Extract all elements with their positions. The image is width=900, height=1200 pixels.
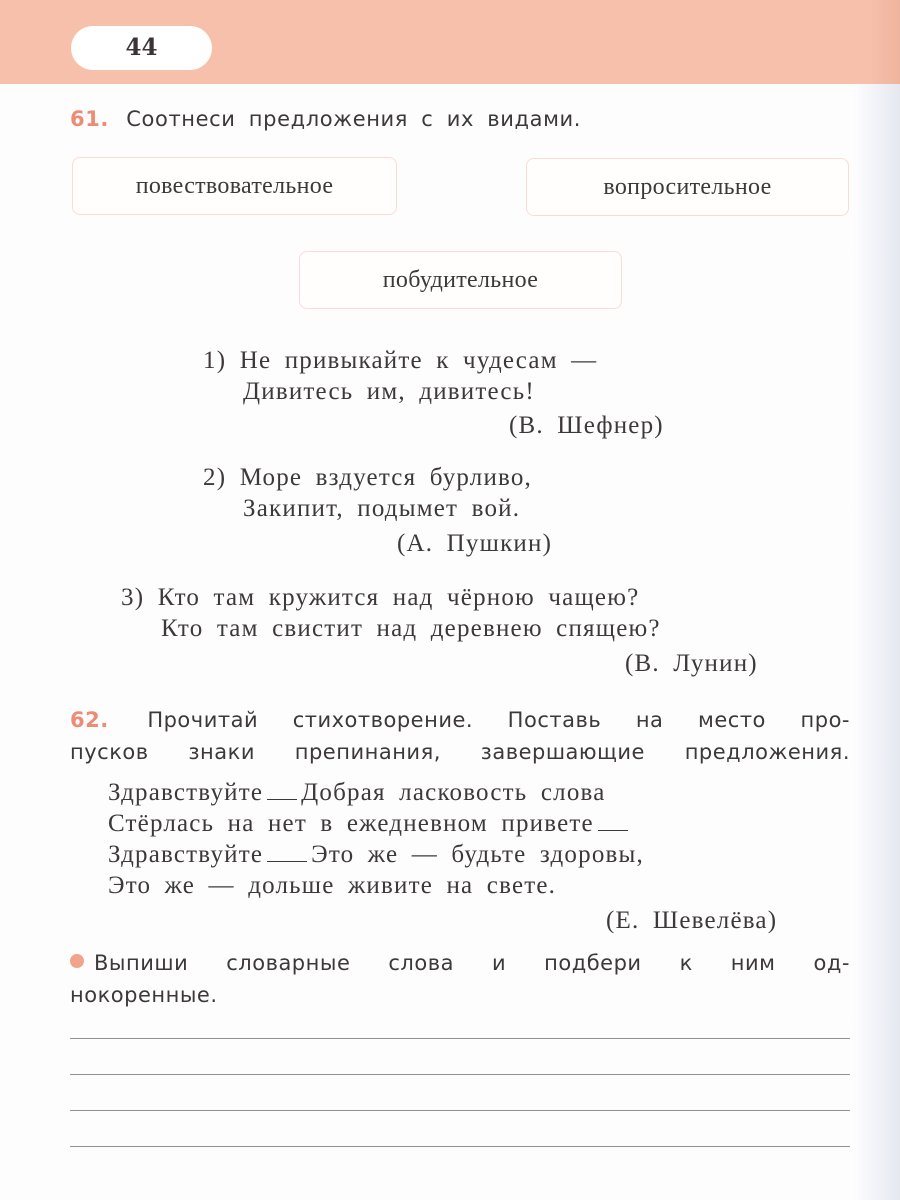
subtask-text: нокоренные. [70,983,218,1007]
exercise-62-heading [70,704,850,768]
poem-text: Здравствуйте [108,841,264,868]
sentence-item-1 [203,345,597,407]
sentence-item-3 [121,582,661,644]
page-edge-shade [854,84,900,1200]
author-credit: (А. Пушкин) [397,530,553,557]
sentence-type-imperative[interactable] [299,251,622,309]
exercise-number: 62. [70,708,109,732]
answer-line-3[interactable] [70,1110,850,1111]
subtask [70,947,850,1011]
sentence-type-narrative[interactable] [72,157,397,215]
page-header-band [0,0,900,84]
sentence-type-interrogative[interactable] [526,158,849,216]
poem-line-3 [108,839,644,870]
answer-line-4[interactable] [70,1146,850,1147]
poem-line: Закипит, подымет вой. [243,495,521,522]
exercise-instruction: Прочитай стихотворение. Поставь на место про- [147,708,850,732]
author-credit: (В. Лунин) [625,650,758,677]
punctuation-blank[interactable] [267,781,297,800]
bullet-dot-icon [70,954,84,968]
punctuation-blank[interactable] [267,843,307,862]
sentence-type-label: вопросительное [603,173,772,200]
exercise-instruction: пусков знаки препинания, завершающие предложения. [70,740,850,764]
author-credit: (В. Шефнер) [509,412,664,439]
sentence-type-label: побудительное [382,266,539,293]
poem-line-4 [108,870,644,901]
answer-line-2[interactable] [70,1074,850,1075]
author-credit: (Е. Шевелёва) [606,907,778,934]
item-marker: 1) [203,347,227,374]
poem-text: Добрая ласковость слова [301,779,606,806]
sentence-item-2 [203,462,532,524]
poem-line-2 [108,808,644,839]
item-marker: 3) [121,584,145,611]
punctuation-blank[interactable] [598,812,628,831]
poem-text: Это же — будьте здоровы, [311,841,644,868]
answer-line-1[interactable] [70,1038,850,1039]
exercise-61-heading [70,107,581,131]
poem-line: Кто там свистит над деревнею спящею? [161,615,661,642]
poem-text: Здравствуйте [108,779,264,806]
header-edge-shade [870,0,900,84]
page-number: 44 [71,26,212,70]
sentence-type-label: повествовательное [135,172,334,199]
poem-block [108,777,644,901]
poem-line: Не привыкайте к чудесам — [239,347,598,374]
poem-text: Это же — дольше живите на свете. [108,872,557,899]
exercise-number: 61. [70,107,110,131]
poem-line: Море вздуется бурливо, [239,464,533,491]
exercise-instruction: Соотнеси предложения с их видами. [126,107,582,131]
subtask-text: Выпиши словарные слова и подбери к ним од- [94,951,850,975]
item-marker: 2) [203,464,227,491]
poem-line: Дивитесь им, дивитесь! [243,378,535,405]
poem-line: Кто там кружится над чёрною чащею? [157,584,640,611]
poem-line-1 [108,777,644,808]
poem-text: Стёрлась на нет в ежедневном привете [108,810,594,837]
